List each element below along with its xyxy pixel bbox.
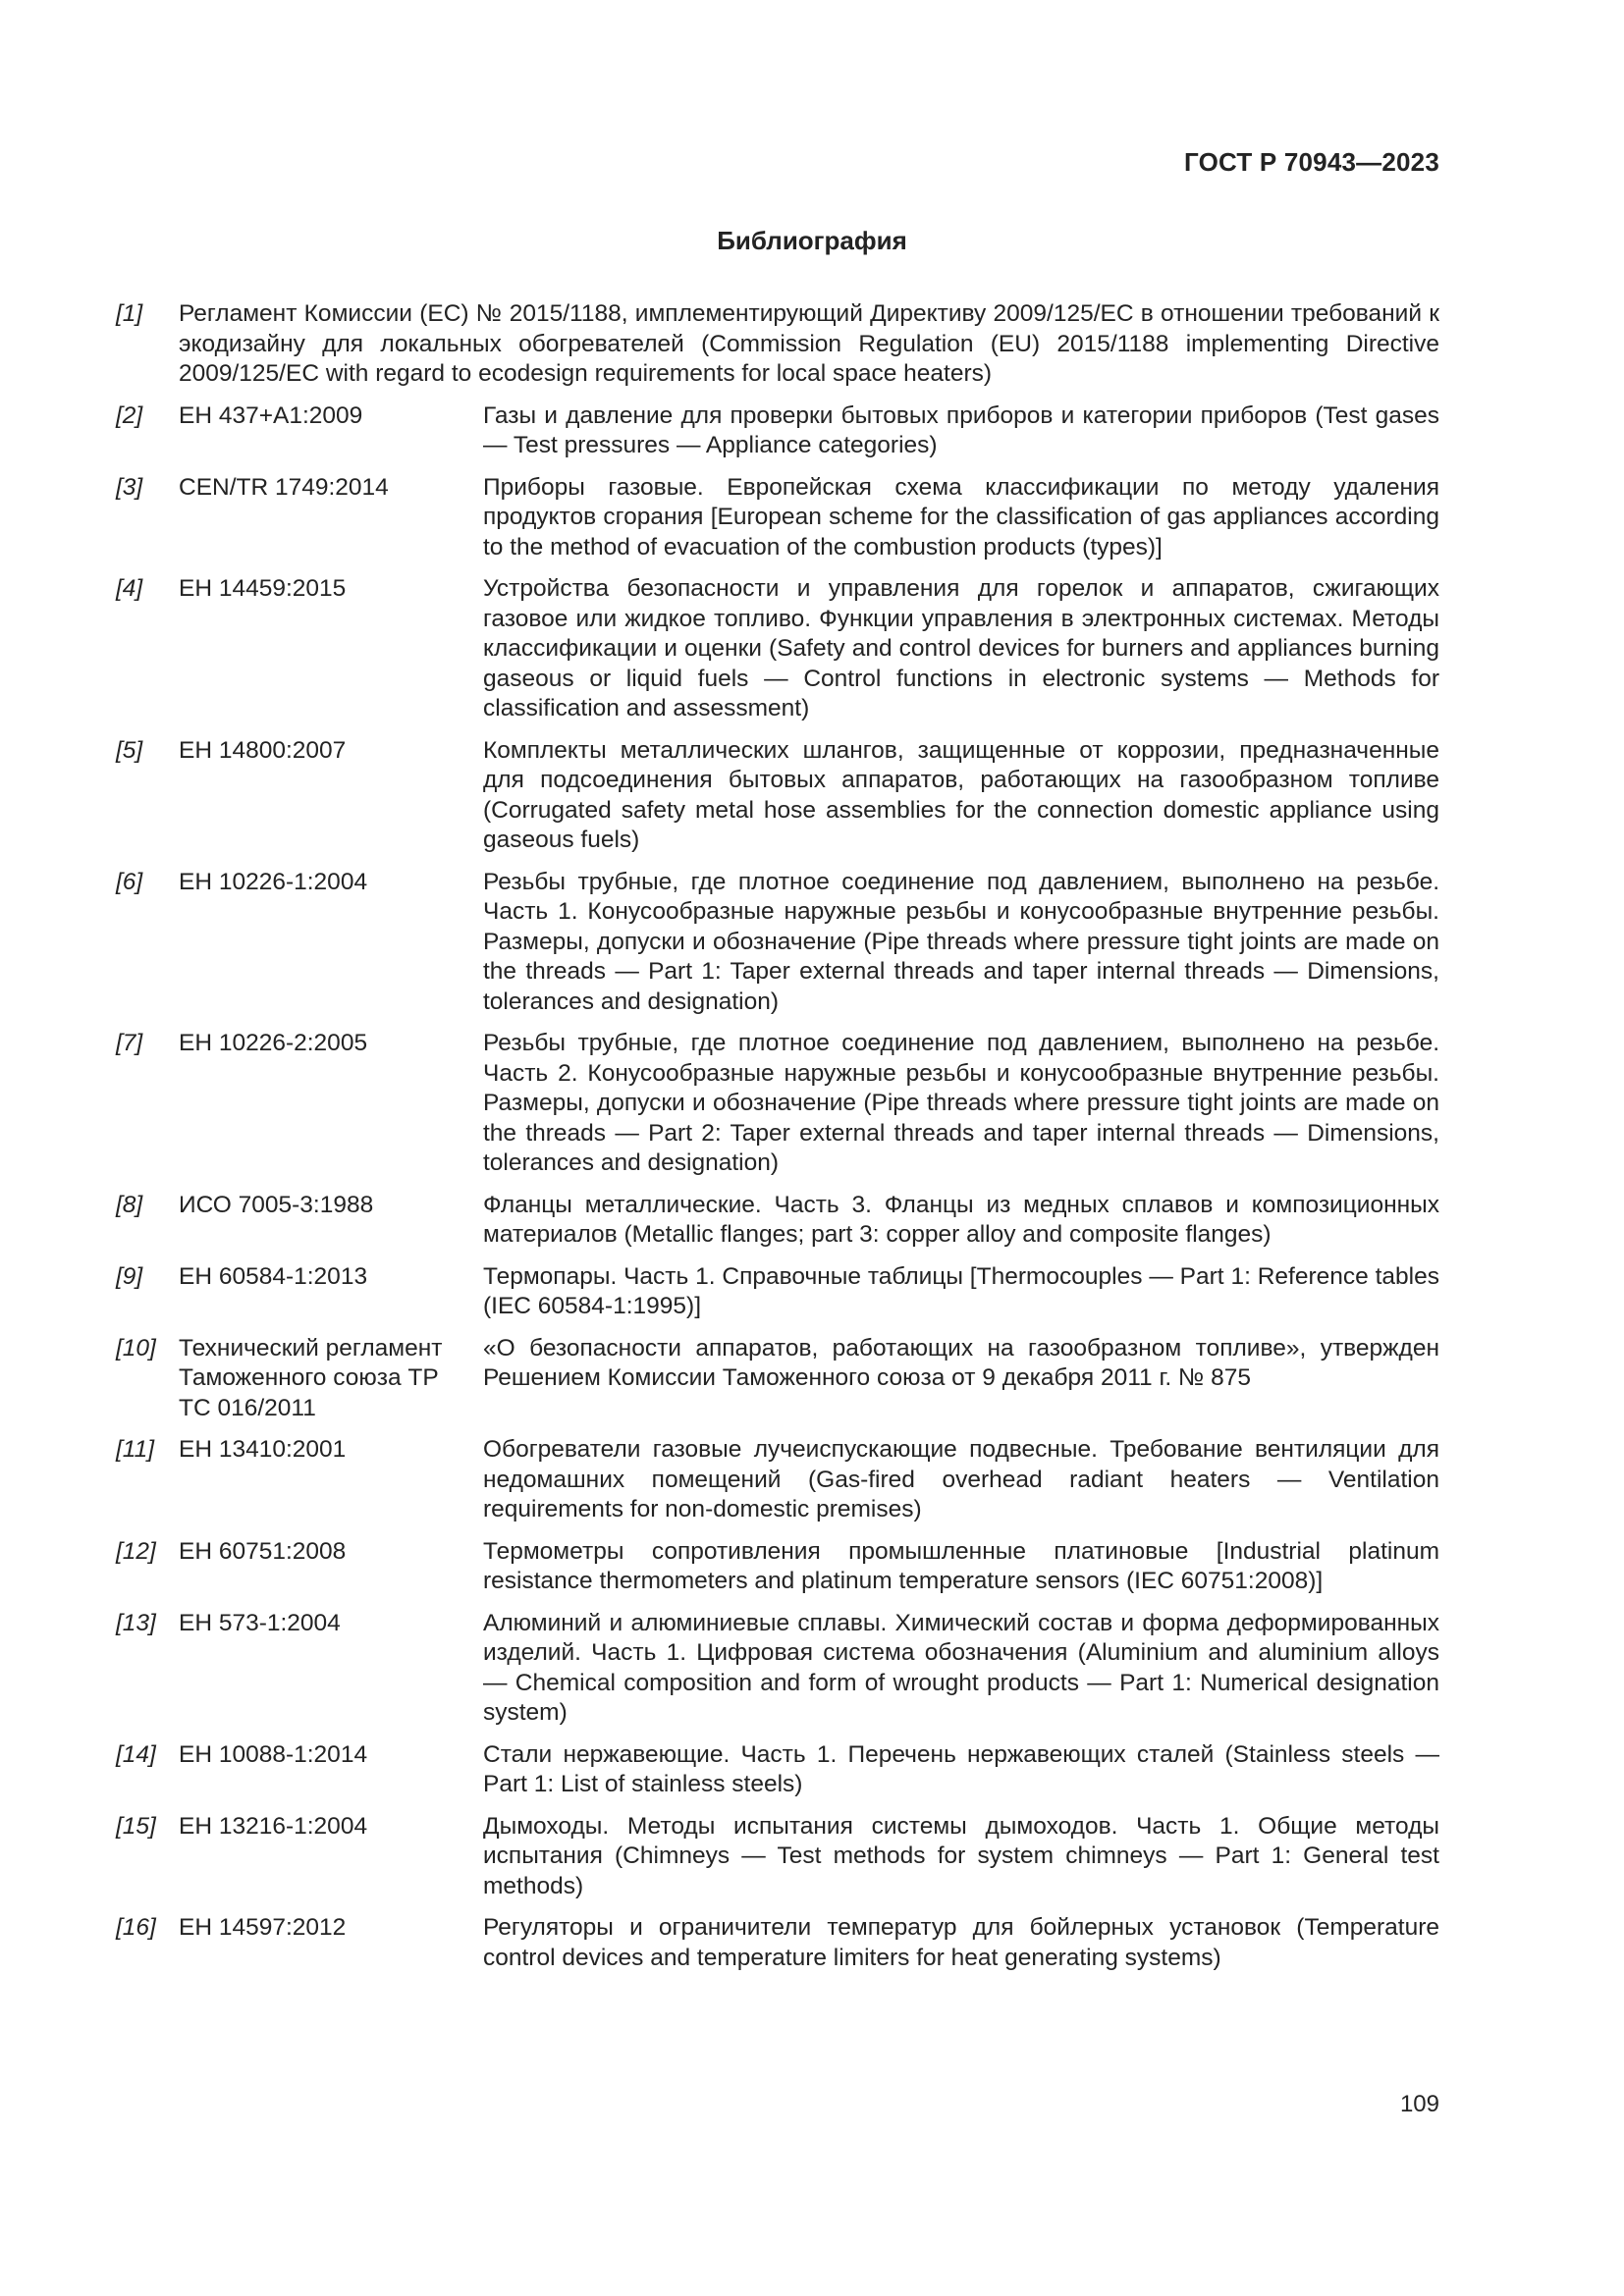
bibliography-entry [116, 1537, 1439, 1597]
entry-standard: ЕН 14597:2012 [179, 1914, 347, 1941]
page-title: Библиография [717, 226, 907, 255]
bibliography-entry [116, 736, 1439, 856]
entry-number: [9] [116, 1262, 143, 1290]
entry-number: [5] [116, 736, 143, 764]
bibliography-entry [116, 473, 1439, 563]
entry-standard: ЕН 10226-2:2005 [179, 1030, 368, 1056]
bibliography-entry [116, 1191, 1439, 1251]
entry-number: [3] [116, 473, 143, 501]
entry-text: Резьбы трубные, где плотное соединение под давлением, выполнено на резьбе. Часть 1. Конусообразные наружные резьбы и конусообразные внутренние резьбы. Размеры, допуски и обозначение (Pipe threads where pressure tight joints are made on the threads — Part 1: Taper external threads and taper internal threads — Dimensions, tolerances and designation) [483, 868, 1439, 1015]
page-number: 109 [1399, 2091, 1439, 2117]
entry-text: Регуляторы и ограничители температур для бойлерных установок (Temperature control devices and temperature limiters for heat generating systems) [483, 1914, 1439, 1971]
entry-number: [10] [116, 1334, 156, 1362]
entry-number: [4] [116, 575, 143, 602]
entry-number: [8] [116, 1191, 143, 1218]
bibliography-entry [116, 401, 1439, 461]
bibliography-entry [116, 1609, 1439, 1729]
entry-text: Алюминий и алюминиевые сплавы. Химический состав и форма деформированных изделий. Часть 1. Цифровая система обозначения (Aluminium and aluminium alloys — Chemical composition and form of wrought products — Part 1: Numerical designation system) [483, 1609, 1439, 1726]
bibliography-list [116, 299, 1439, 1985]
entry-text: Стали нержавеющие. Часть 1. Перечень нержавеющих сталей (Stainless steels — Part 1: List of stainless steels) [483, 1740, 1439, 1797]
entry-standard: ЕН 573-1:2004 [179, 1609, 341, 1636]
entry-number: [13] [116, 1609, 156, 1636]
bibliography-entry [116, 1435, 1439, 1525]
entry-number: [15] [116, 1812, 156, 1840]
document-code: ГОСТ Р 70943—2023 [1184, 147, 1439, 177]
entry-standard: ЕН 14459:2015 [179, 575, 347, 602]
entry-text: Устройства безопасности и управления для горелок и аппаратов, сжигающих газовое или жидкое топливо. Функции управления в электронных системах. Методы классификации и оценки (Safety and control devices for burners and appliances burning gaseous or liquid fuels — Control functions in electronic systems — Methods for classification and assessment) [483, 575, 1439, 721]
entry-number: [2] [116, 401, 143, 429]
entry-text: «О безопасности аппаратов, работающих на газообразном топливе», утвержден Решением Комиссии Таможенного союза от 9 декабря 2011 г. № 875 [483, 1334, 1439, 1391]
bibliography-entry [116, 868, 1439, 1018]
entry-text: Регламент Комиссии (ЕС) № 2015/1188, имплементирующий Директиву 2009/125/ЕС в отношении требований к экодизайну для локальных обогревателей (Commission Regulation (EU) 2015/1188 implementing Directive 2009/125/EC with regard to ecodesign requirements for local space heaters) [179, 300, 1439, 387]
entry-text: Дымоходы. Методы испытания системы дымоходов. Часть 1. Общие методы испытания (Chimneys — Test methods for system chimneys — Part 1: General test methods) [483, 1812, 1439, 1899]
entry-standard: ЕН 437+А1:2009 [179, 401, 363, 429]
entry-standard: ЕН 60584-1:2013 [179, 1262, 368, 1290]
entry-standard: ИСО 7005-3:1988 [179, 1191, 374, 1218]
bibliography-entry [116, 1913, 1439, 1973]
entry-standard: ЕН 10226-1:2004 [179, 868, 368, 895]
entry-standard: ЕН 13410:2001 [179, 1436, 347, 1463]
entry-standard: ЕН 14800:2007 [179, 736, 347, 764]
entry-number: [16] [116, 1914, 156, 1941]
entry-standard: CEN/TR 1749:2014 [179, 473, 389, 501]
entry-number: [11] [116, 1436, 155, 1463]
entry-text: Обогреватели газовые лучеиспускающие подвесные. Требование вентиляции для недомашних помещений (Gas-fired overhead radiant heaters — Ventilation requirements for non-domestic premises) [483, 1436, 1439, 1522]
entry-standard: ЕН 60751:2008 [179, 1537, 347, 1565]
entry-text: Приборы газовые. Европейская схема классификации по методу удаления продуктов сгорания [European scheme for the classification of gas appliances according to the method of evacuation of the combustion products (types)] [483, 473, 1439, 561]
entry-standard: Технический регламент Таможенного союза ТР ТС 016/2011 [179, 1334, 443, 1421]
bibliography-entry [116, 299, 1439, 390]
entry-number: [1] [116, 300, 143, 327]
entry-standard: ЕН 13216-1:2004 [179, 1812, 368, 1840]
bibliography-entry [116, 1029, 1439, 1179]
bibliography-entry [116, 1740, 1439, 1800]
entry-text: Фланцы металлические. Часть 3. Фланцы из медных сплавов и композиционных материалов (Metallic flanges; part 3: copper alloy and composite flanges) [483, 1191, 1439, 1248]
bibliography-entry [116, 574, 1439, 724]
entry-standard: ЕН 10088-1:2014 [179, 1740, 368, 1768]
entry-number: [6] [116, 868, 143, 895]
bibliography-entry [116, 1334, 1439, 1424]
entry-number: [14] [116, 1740, 156, 1768]
entry-text: Термометры сопротивления промышленные платиновые [Industrial platinum resistance thermometers and platinum temperature sensors (IEC 60751:2008)] [483, 1537, 1439, 1594]
entry-text: Резьбы трубные, где плотное соединение под давлением, выполнено на резьбе. Часть 2. Конусообразные наружные резьбы и конусообразные внутренние резьбы. Размеры, допуски и обозначение (Pipe threads where pressure tight joints are made on the threads — Part 2: Taper external threads and taper internal threads — Dimensions, tolerances and designation) [483, 1030, 1439, 1176]
bibliography-entry [116, 1262, 1439, 1322]
entry-number: [7] [116, 1030, 143, 1056]
bibliography-entry [116, 1812, 1439, 1902]
entry-text: Термопары. Часть 1. Справочные таблицы [Thermocouples — Part 1: Reference tables (IEC 60584-1:1995)] [483, 1262, 1439, 1319]
entry-text: Газы и давление для проверки бытовых приборов и категории приборов (Test gases — Test pressures — Appliance categories) [483, 401, 1439, 458]
entry-number: [12] [116, 1537, 156, 1565]
entry-text: Комплекты металлических шлангов, защищенные от коррозии, предназначенные для подсоединения бытовых аппаратов, работающих на газообразном топливе (Corrugated safety metal hose assemblies for the connection domestic appliance using gaseous fuels) [483, 736, 1439, 853]
